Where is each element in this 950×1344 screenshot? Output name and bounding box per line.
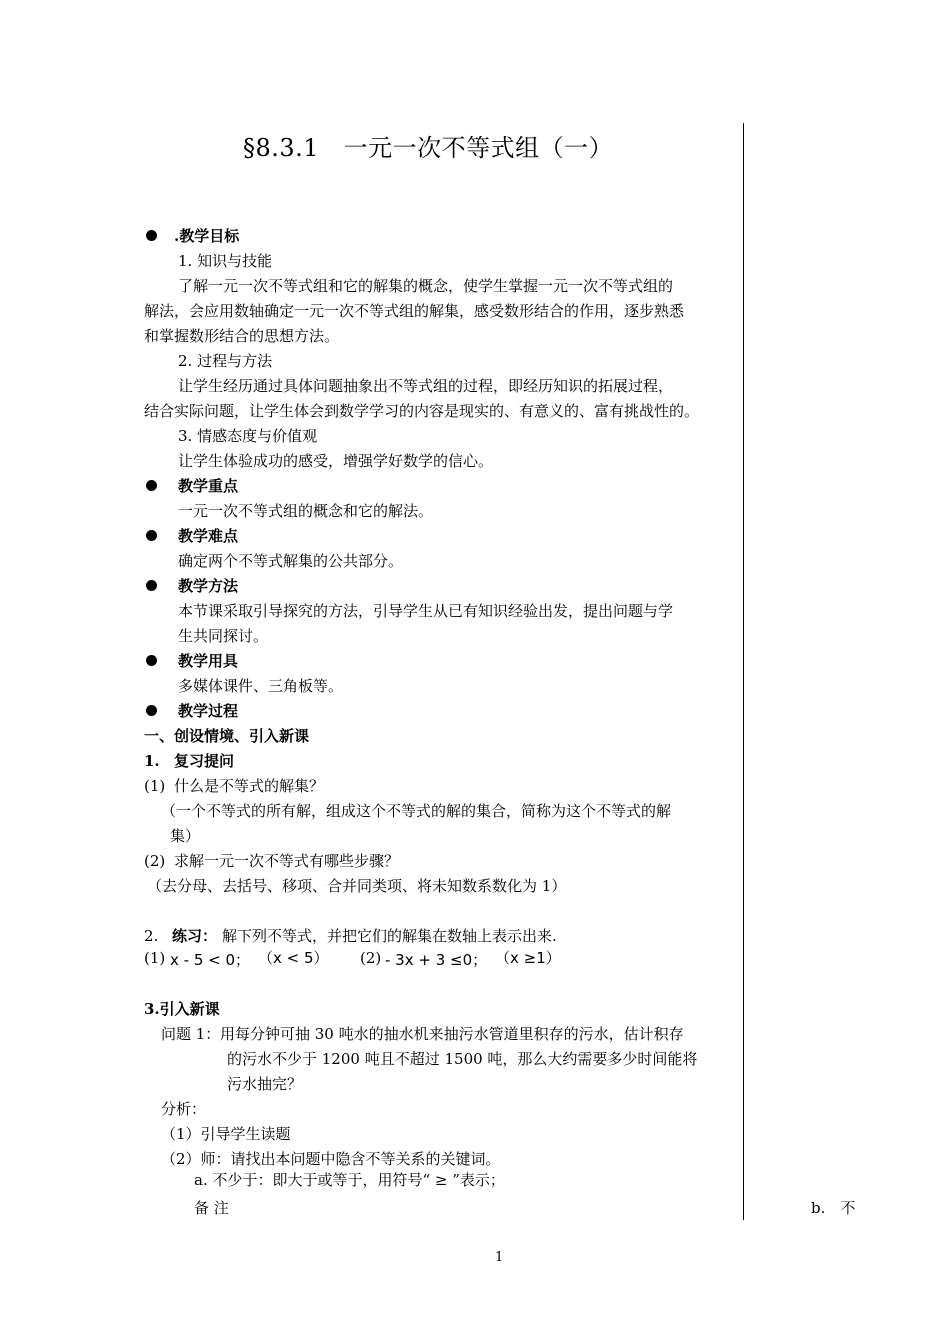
exercise-answer — [495, 948, 561, 968]
review-title: 复习提问 — [174, 752, 235, 770]
problem-text-line: 污水抽完？ — [227, 1075, 303, 1093]
question-number: (1) — [144, 777, 166, 795]
key-points-text: 一元一次不等式组的概念和它的解法。 — [178, 502, 434, 520]
exercise-number: (1) — [144, 949, 166, 967]
exercise-expression-text: - 3x + 3 ≤0； — [385, 951, 488, 969]
exercise-answer-text: （x < 5） — [258, 949, 329, 967]
exercise-expression-text: x - 5 < 0； — [170, 951, 251, 969]
practice-number: 2. — [144, 927, 159, 945]
process-method-text-line: 结合实际问题，让学生体会到数学学习的内容是现实的、有意义的、富有挑战性的。 — [144, 402, 700, 420]
methods-text-line: 本节课采取引导探究的方法，引导学生从已有知识经验出发，提出问题与学 — [178, 602, 674, 620]
practice-label: 练习： — [172, 927, 218, 945]
process-method-title: 2. 过程与方法 — [178, 352, 273, 370]
answer-text-line: 集） — [170, 827, 201, 845]
margin-divider-line — [743, 123, 744, 1220]
analysis-step: （1）引导学生读题 — [161, 1125, 291, 1143]
bullet-icon — [146, 530, 157, 541]
key-points-heading: 教学重点 — [178, 477, 239, 495]
section-heading: 一、创设情境、引入新课 — [144, 727, 310, 745]
analysis-substep: a. 不少于：即大于或等于，用符号“ ≥ ”表示； — [194, 1171, 505, 1189]
exercise-answer-text: （x ≥1） — [495, 949, 561, 967]
emotion-title: 3. 情感态度与价值观 — [178, 427, 318, 445]
knowledge-text-line: 解法，会应用数轴确定一元一次不等式组的解集，感受数形结合的作用，逐步熟悉 — [144, 302, 685, 320]
exercise-answer — [258, 948, 329, 968]
practice-text: 解下列不等式，并把它们的解集在数轴上表示出来. — [222, 927, 557, 945]
tools-heading: 教学用具 — [178, 652, 239, 670]
problem-label: 问题 1： — [161, 1025, 221, 1043]
review-number: 1. — [144, 752, 160, 770]
bullet-icon — [146, 705, 157, 716]
exercise-expression — [385, 950, 487, 970]
knowledge-text-line: 和掌握数形结合的思想方法。 — [144, 327, 340, 345]
analysis-substep: b. 不 — [811, 1199, 856, 1217]
page-number: 1 — [495, 1250, 504, 1265]
exercise-expression — [170, 950, 250, 970]
knowledge-text-line: 了解一元一次不等式组和它的解集的概念，使学生掌握一元一次不等式组的 — [178, 277, 674, 295]
section-heading: 3.引入新课 — [144, 1000, 220, 1018]
methods-heading: 教学方法 — [178, 577, 239, 595]
question-text: 求解一元一次不等式有哪些步骤？ — [174, 852, 400, 870]
tools-text: 多媒体课件、三角板等。 — [178, 677, 344, 695]
analysis-step: （2）师：请找出本问题中隐含不等关系的关键词。 — [161, 1150, 501, 1168]
bullet-icon — [146, 655, 157, 666]
difficulties-heading: 教学难点 — [178, 527, 239, 545]
page-title: §8.3.1 一元一次不等式组（一） — [243, 134, 614, 162]
answer-text-line: （一个不等式的所有解，组成这个不等式的解的集合，简称为这个不等式的解 — [161, 802, 672, 820]
process-method-text-line: 让学生经历通过具体问题抽象出不等式组的过程，即经历知识的拓展过程， — [178, 377, 674, 395]
emotion-text: 让学生体验成功的感受，增强学好数学的信心。 — [178, 452, 494, 470]
knowledge-title: 1. 知识与技能 — [178, 252, 273, 270]
process-heading: 教学过程 — [178, 702, 239, 720]
analysis-label: 分析： — [161, 1100, 207, 1118]
bullet-icon — [146, 230, 157, 241]
question-text: 什么是不等式的解集？ — [174, 777, 325, 795]
problem-text-line: 的污水不少于 1200 吨且不超过 1500 吨，那么大约需要多少时间能将 — [227, 1050, 698, 1068]
question-number: (2) — [144, 852, 166, 870]
problem-text-line: 用每分钟可抽 30 吨水的抽水机来抽污水管道里积存的污水，估计积存 — [220, 1025, 684, 1043]
bullet-icon — [146, 580, 157, 591]
exercise-number: (2) — [360, 949, 382, 967]
objectives-heading: .教学目标 — [174, 227, 240, 245]
answer-text: （去分母、去括号、移项、合并同类项、将未知数系数化为 1） — [147, 877, 567, 895]
difficulties-text: 确定两个不等式解集的公共部分。 — [178, 552, 404, 570]
remark-label: 备 注 — [194, 1199, 229, 1217]
methods-text-line: 生共同探讨。 — [178, 627, 269, 645]
bullet-icon — [146, 480, 157, 491]
